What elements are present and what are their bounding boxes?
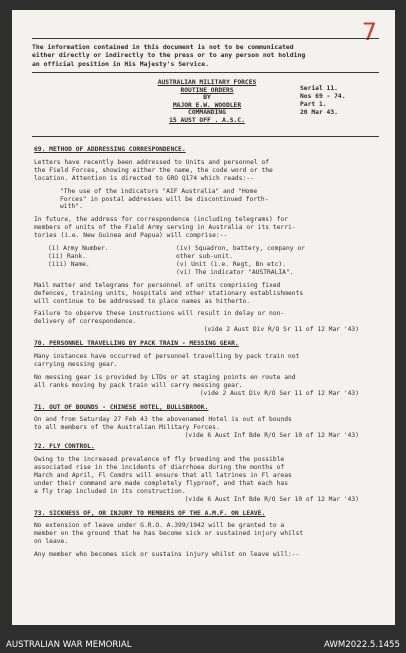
list-item: (iv) Squadron, battery, company or [176, 245, 305, 253]
text-line: No messing gear is provided by LTDs or at staging points en route and [34, 373, 296, 381]
security-notice [32, 43, 372, 68]
section-heading: 73. SICKNESS OF, OR INJURY TO MEMBERS OF THE A.M.F. ON LEAVE. [34, 509, 266, 517]
section-heading: 70. PERSONNEL TRAVELLING BY PACK TRAIN - MESSING GEAR. [34, 340, 239, 348]
text-line: under their command are made completely flyproof, and that each has [34, 479, 289, 487]
text-line: Any member who becomes sick or sustains injury whilst on leave will:-- [34, 551, 300, 559]
text-line: a fly trap included in its construction. [34, 487, 186, 495]
notice-line: either directly or indirectly to the press or to any person not holding [32, 51, 306, 60]
header-line: MAJOR E.W. WOODLER [172, 101, 242, 109]
notice-rule [32, 72, 379, 73]
quote-line: with". [60, 203, 83, 211]
serial-line: 20 Mar 43. [300, 109, 338, 116]
text-line: location. Attention is directed to GRO Q174 which reads:-- [34, 174, 254, 182]
quote-line: Forces" in postal addresses will be discontinued forth- [60, 195, 269, 203]
notice-line: an official position in His Majesty's Service. [32, 59, 209, 68]
header-line: AUSTRALIAN MILITARY FORCES [157, 79, 257, 86]
text-line: member on the ground that he has become sick or sustained injury whilst [34, 530, 304, 538]
document-body [34, 146, 379, 559]
text-line: Many instances have occurred of personnel travelling by pack train not [34, 353, 300, 361]
text-line: Owing to the increased prevalence of fly breeding and the possible [34, 456, 285, 464]
text-line: associated rise in the incidents of diarrhoea during the months of [34, 464, 285, 471]
text-line: March and April, Fl Comdrs will ensure that all latrines in Fl areas [34, 471, 292, 479]
header-line: BY [203, 94, 211, 102]
serial-line: Serial 11. [300, 85, 338, 92]
reference-line: (vide 2 Aust Div R/O Sr 11 of 12 Mar '43) [203, 326, 359, 334]
section-heading: 69. METHOD OF ADDRESSING CORRESPONDENCE. [34, 146, 186, 153]
serial-line: Part 1. [300, 101, 327, 108]
text-line: on leave. [34, 538, 69, 546]
quote-line: "The use of the indicators "AIF Australia" and "Home [60, 187, 258, 195]
list-item: (i) Army Number. [48, 245, 109, 253]
list-item: (ii) Rank. [48, 252, 86, 260]
notice-line: The information contained in this document is not to be communicated [32, 43, 294, 51]
header-line: 15 AUST OFF . A.S.C. [169, 116, 245, 124]
accession-number: AWM2022.5.1455 [324, 640, 400, 650]
text-line: Letters have recently been addressed to Units and personnel of [34, 158, 270, 166]
text-line: the Field Forces, showing either the name, the code word or the [34, 166, 273, 174]
top-rule [32, 38, 379, 39]
serial-block [300, 85, 390, 117]
list-item: other sub-unit. [176, 252, 233, 260]
handwritten-page-number: 7 [361, 18, 377, 46]
text-line: members of units of the Field Army serving in Australia or its terri- [34, 224, 296, 232]
section-heading: 72. FLY CONTROL. [34, 443, 95, 451]
institution-label: AUSTRALIAN WAR MEMORIAL [6, 640, 132, 650]
text-line: In future, the address for correspondence (including telegrams) for [34, 216, 289, 224]
text-line: No extension of leave under G.R.O. A.399/1942 will be granted to a [34, 522, 285, 530]
address-list [34, 245, 379, 277]
text-line: carrying messing gear. [34, 360, 118, 368]
list-item: (v) Unit (i.e. Regt, Bn etc). [176, 260, 286, 268]
text-line: to all members of the Australian Military Forces. [34, 424, 220, 432]
text-line: all ranks moving by pack train will carry messing gear. [34, 381, 243, 389]
list-item: (iii) Name. [48, 260, 90, 268]
reference-line: (vide 6 Aust Inf Bde R/O Ser 10 of 12 Mar '43) [184, 432, 359, 440]
list-item: (vi) The indicator "AUSTRALIA". [176, 268, 294, 276]
document-page [12, 10, 395, 625]
header-line: COMMANDING [188, 109, 226, 117]
header-rule [32, 136, 379, 137]
text-line: Failure to observe these instructions will result in delay or non- [34, 310, 285, 318]
text-line: tories (i.e. New Guinea and Papua) will comprise:-- [34, 232, 228, 240]
archive-caption-bar [0, 638, 406, 653]
serial-line: Nos 69 - 74. [300, 93, 346, 100]
text-line: On and from Saturday 27 Feb 43 the abovenamed Hotel is out of bounds [34, 416, 292, 424]
text-line: defences, training units, hospitals and other stationary establishments [34, 289, 304, 297]
text-line: Mail matter and telegrams for personnel of units comprising fixed [34, 281, 281, 289]
reference-line: (vide 6 Aust Inf Bde R/O Ser 10 of 12 Mar '43) [184, 495, 359, 503]
text-line: delivery of correspondence. [34, 318, 137, 326]
reference-line: (vide 2 Aust Div R/O Ser 11 of 12 Mar '43) [199, 389, 359, 397]
header-line: ROUTINE ORDERS [180, 86, 234, 94]
orders-header [112, 79, 302, 125]
text-line: will continue to be addressed to place names as hitherto. [34, 297, 251, 305]
section-heading: 71. OUT OF BOUNDS - CHINESE HOTEL, BULLSBROOK. [34, 403, 209, 411]
